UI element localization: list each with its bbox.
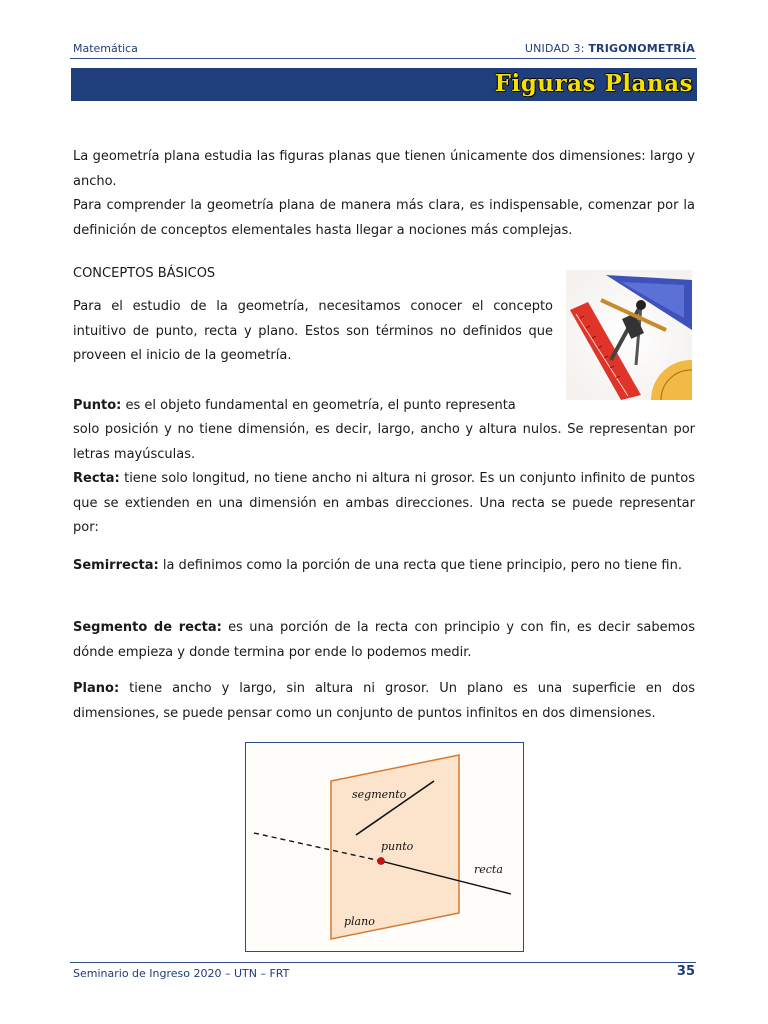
- plane-diagram-frame: [245, 742, 524, 952]
- plane-diagram: [246, 743, 523, 951]
- header-unit-prefix: UNIDAD 3:: [524, 42, 589, 55]
- footer-course: Seminario de Ingreso 2020 – UTN – FRT: [73, 967, 290, 980]
- point-marker: [378, 858, 385, 865]
- semirrecta-definition: [73, 554, 695, 579]
- punto-term: Punto:: [73, 398, 122, 413]
- semirrecta-term: Semirrecta:: [73, 558, 159, 573]
- footer-divider: [70, 962, 696, 963]
- plano-text: tiene ancho y largo, sin altura ni grosor. Un plano es una superficie en dos dimensiones, se puede pensar como un conjunto de puntos infinitos en dos dimensiones.: [73, 681, 695, 721]
- segmento-term: Segmento de recta:: [73, 620, 222, 635]
- header-unit-topic: TRIGONOMETRÍA: [588, 42, 695, 55]
- title-banner: [71, 68, 697, 101]
- page-number: 35: [676, 964, 695, 979]
- recta-text: tiene solo longitud, no tiene ancho ni altura ni grosor. Es un conjunto infinito de puntos que se extienden en una dimensión en ambas direcciones. Una recta se puede representar por:: [73, 471, 695, 535]
- punto-definition-rest: solo posición y no tiene dimensión, es decir, largo, ancho y altura nulos. Se representan por letras mayúsculas.: [73, 422, 695, 462]
- geometry-tools-photo: [566, 270, 692, 400]
- section-heading: CONCEPTOS BÁSICOS: [73, 266, 216, 281]
- label-recta: recta: [474, 863, 503, 876]
- concepts-intro-paragraph: Para el estudio de la geometría, necesitamos conocer el concepto intuitivo de punto, recta y plano. Estos son términos no definidos que proveen el inicio de la geometría.: [73, 299, 553, 363]
- header-divider: [70, 58, 696, 59]
- intro-paragraph-2: Para comprender la geometría plana de manera más clara, es indispensable, comenzar por la definición de conceptos elementales hasta llegar a nociones más complejas.: [73, 198, 695, 238]
- plano-term: Plano:: [73, 681, 120, 696]
- intro-paragraph-1: La geometría plana estudia las figuras planas que tienen únicamente dos dimensiones: largo y ancho.: [73, 149, 695, 189]
- punto-text-line1: es el objeto fundamental en geometría, el punto representa: [121, 398, 516, 413]
- label-segmento: segmento: [352, 788, 407, 801]
- recta-definition: [73, 467, 695, 541]
- label-punto: punto: [381, 840, 414, 853]
- plano-definition: [73, 677, 695, 726]
- recta-term: Recta:: [73, 471, 120, 486]
- page-title: Figuras Planas: [494, 70, 693, 97]
- label-plano: plano: [344, 915, 375, 928]
- segmento-text: es una porción de la recta con principio y con fin, es decir sabemos dónde empieza y donde termina por ende lo podemos medir.: [73, 620, 695, 660]
- header-unit: [525, 42, 695, 55]
- punto-definition-line1: [73, 394, 553, 419]
- segmento-definition: [73, 616, 695, 665]
- header-subject: Matemática: [73, 42, 138, 55]
- semirrecta-text: la definimos como la porción de una recta que tiene principio, pero no tiene fin.: [158, 558, 682, 573]
